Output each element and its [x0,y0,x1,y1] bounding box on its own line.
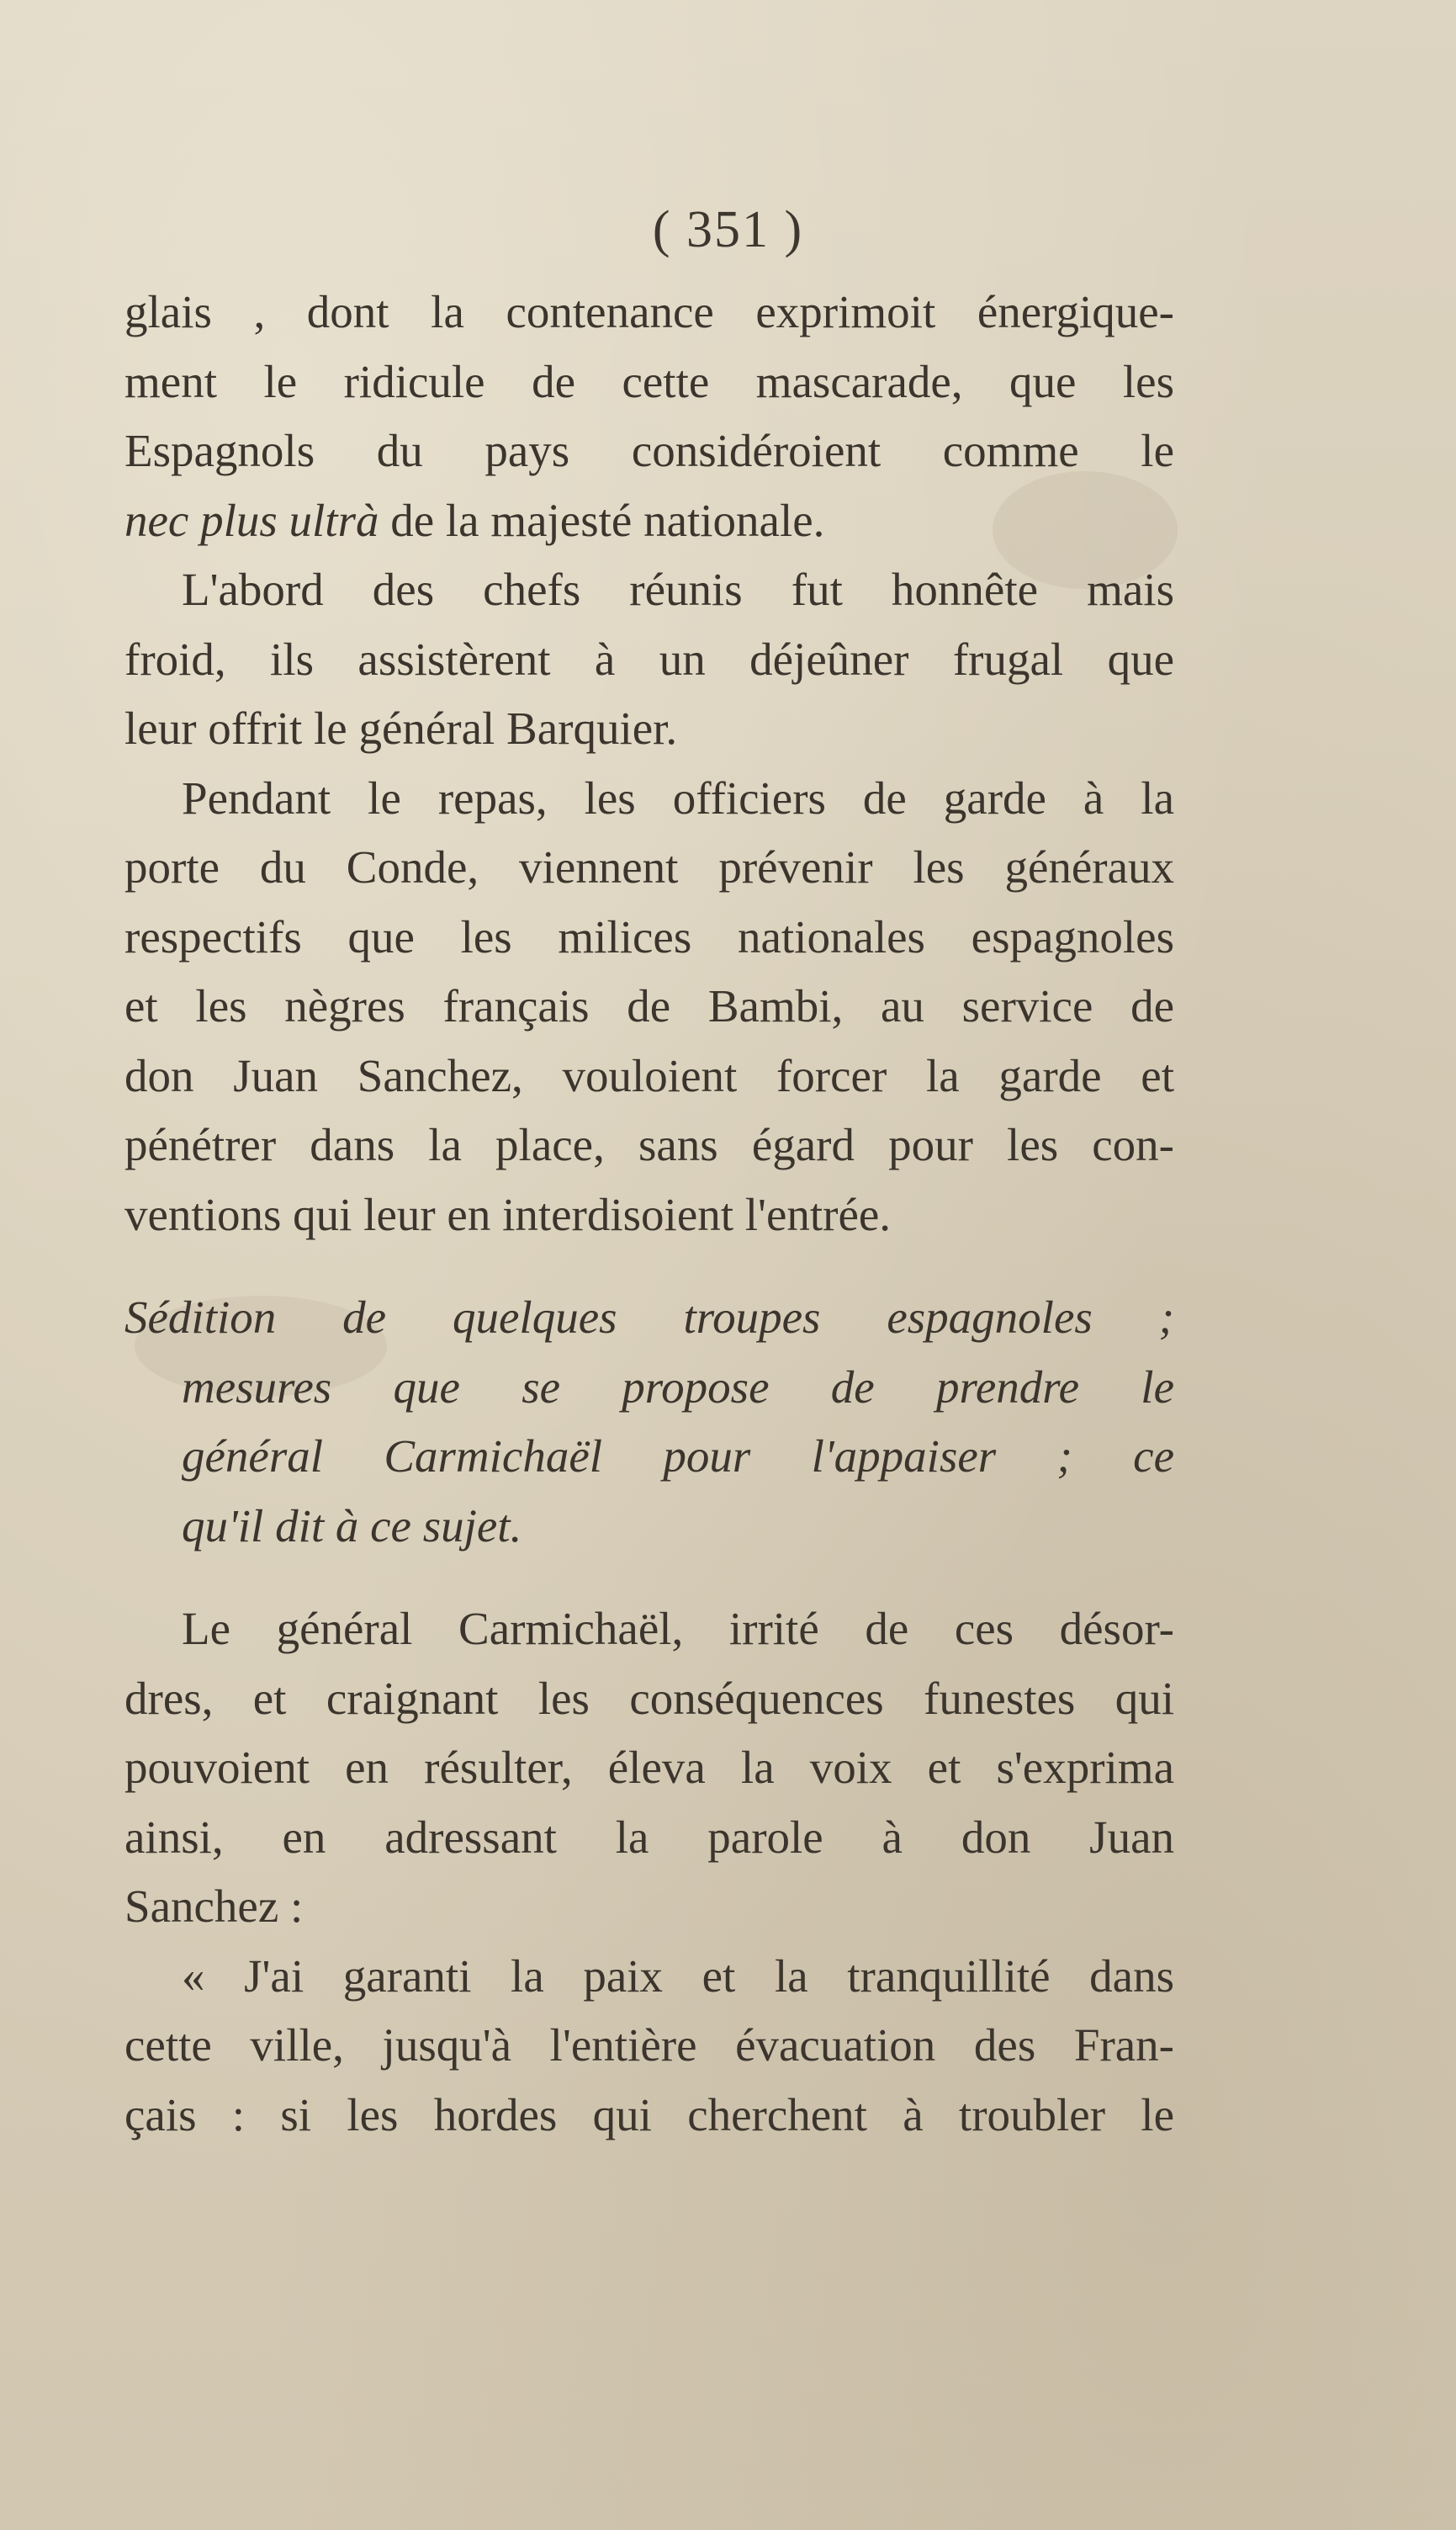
text-line: pouvoient en résulter, éleva la voix et s'exprima [124,1742,1174,1793]
text-line: Espagnols du pays considéroient comme le [124,425,1174,476]
text-line: ment le ridicule de cette mascarade, que les [124,355,1174,407]
text-line: glais , dont la contenance exprimoit énergique- [124,286,1174,337]
text-line: ventions qui leur en interdisoient l'entrée. [124,1188,892,1240]
text-line: cette ville, jusqu'à l'entière évacuation des Fran- [124,2019,1174,2071]
text-line: ainsi, en adressant la parole à don Juan [124,1811,1174,1863]
text-line: Pendant le repas, les officiers de garde à la [182,772,1174,824]
text-line: Le général Carmichaël, irrité de ces désor- [182,1603,1174,1654]
text-line: mesures que se propose de prendre le [182,1360,1174,1413]
text-line: pénétrer dans la place, sans égard pour les con- [124,1119,1174,1170]
section-heading [124,1283,1174,1561]
text-line [124,486,1174,556]
page-number: ( 351 ) [652,201,804,258]
paragraph-1 [124,278,1174,1249]
text-line: froid, ils assistèrent à un déjeûner frugal que [124,633,1174,685]
text-line: et les nègres français de Bambi, au service de [124,980,1174,1032]
paragraph-2 [124,1594,1174,2150]
text-line: dres, et craignant les conséquences funestes qui [124,1672,1174,1724]
text-line: Sédition de quelques troupes espagnoles ; [124,1292,1174,1343]
body-text [124,278,1174,2150]
text-run: de la majesté nationale. [379,494,825,546]
text-line: porte du Conde, viennent prévenir les généraux [124,841,1174,893]
text-line: « J'ai garanti la paix et la tranquillité dans [182,1949,1174,2002]
text-line: respectifs que les milices nationales espagnoles [124,910,1174,963]
text-line: général Carmichaël pour l'appaiser ; ce [182,1430,1174,1482]
text-line: çais : si les hordes qui cherchent à troubler le [124,2088,1174,2140]
text-line: don Juan Sanchez, vouloient forcer la garde et [124,1049,1174,1101]
text-line: Sanchez : [124,1880,304,1932]
italic-phrase: nec plus ultrà [124,494,379,546]
text-line: qu'il dit à ce sujet. [182,1499,522,1551]
text-line: L'abord des chefs réunis fut honnête mais [182,564,1174,615]
text-line: leur offrit le général Barquier. [124,703,678,754]
